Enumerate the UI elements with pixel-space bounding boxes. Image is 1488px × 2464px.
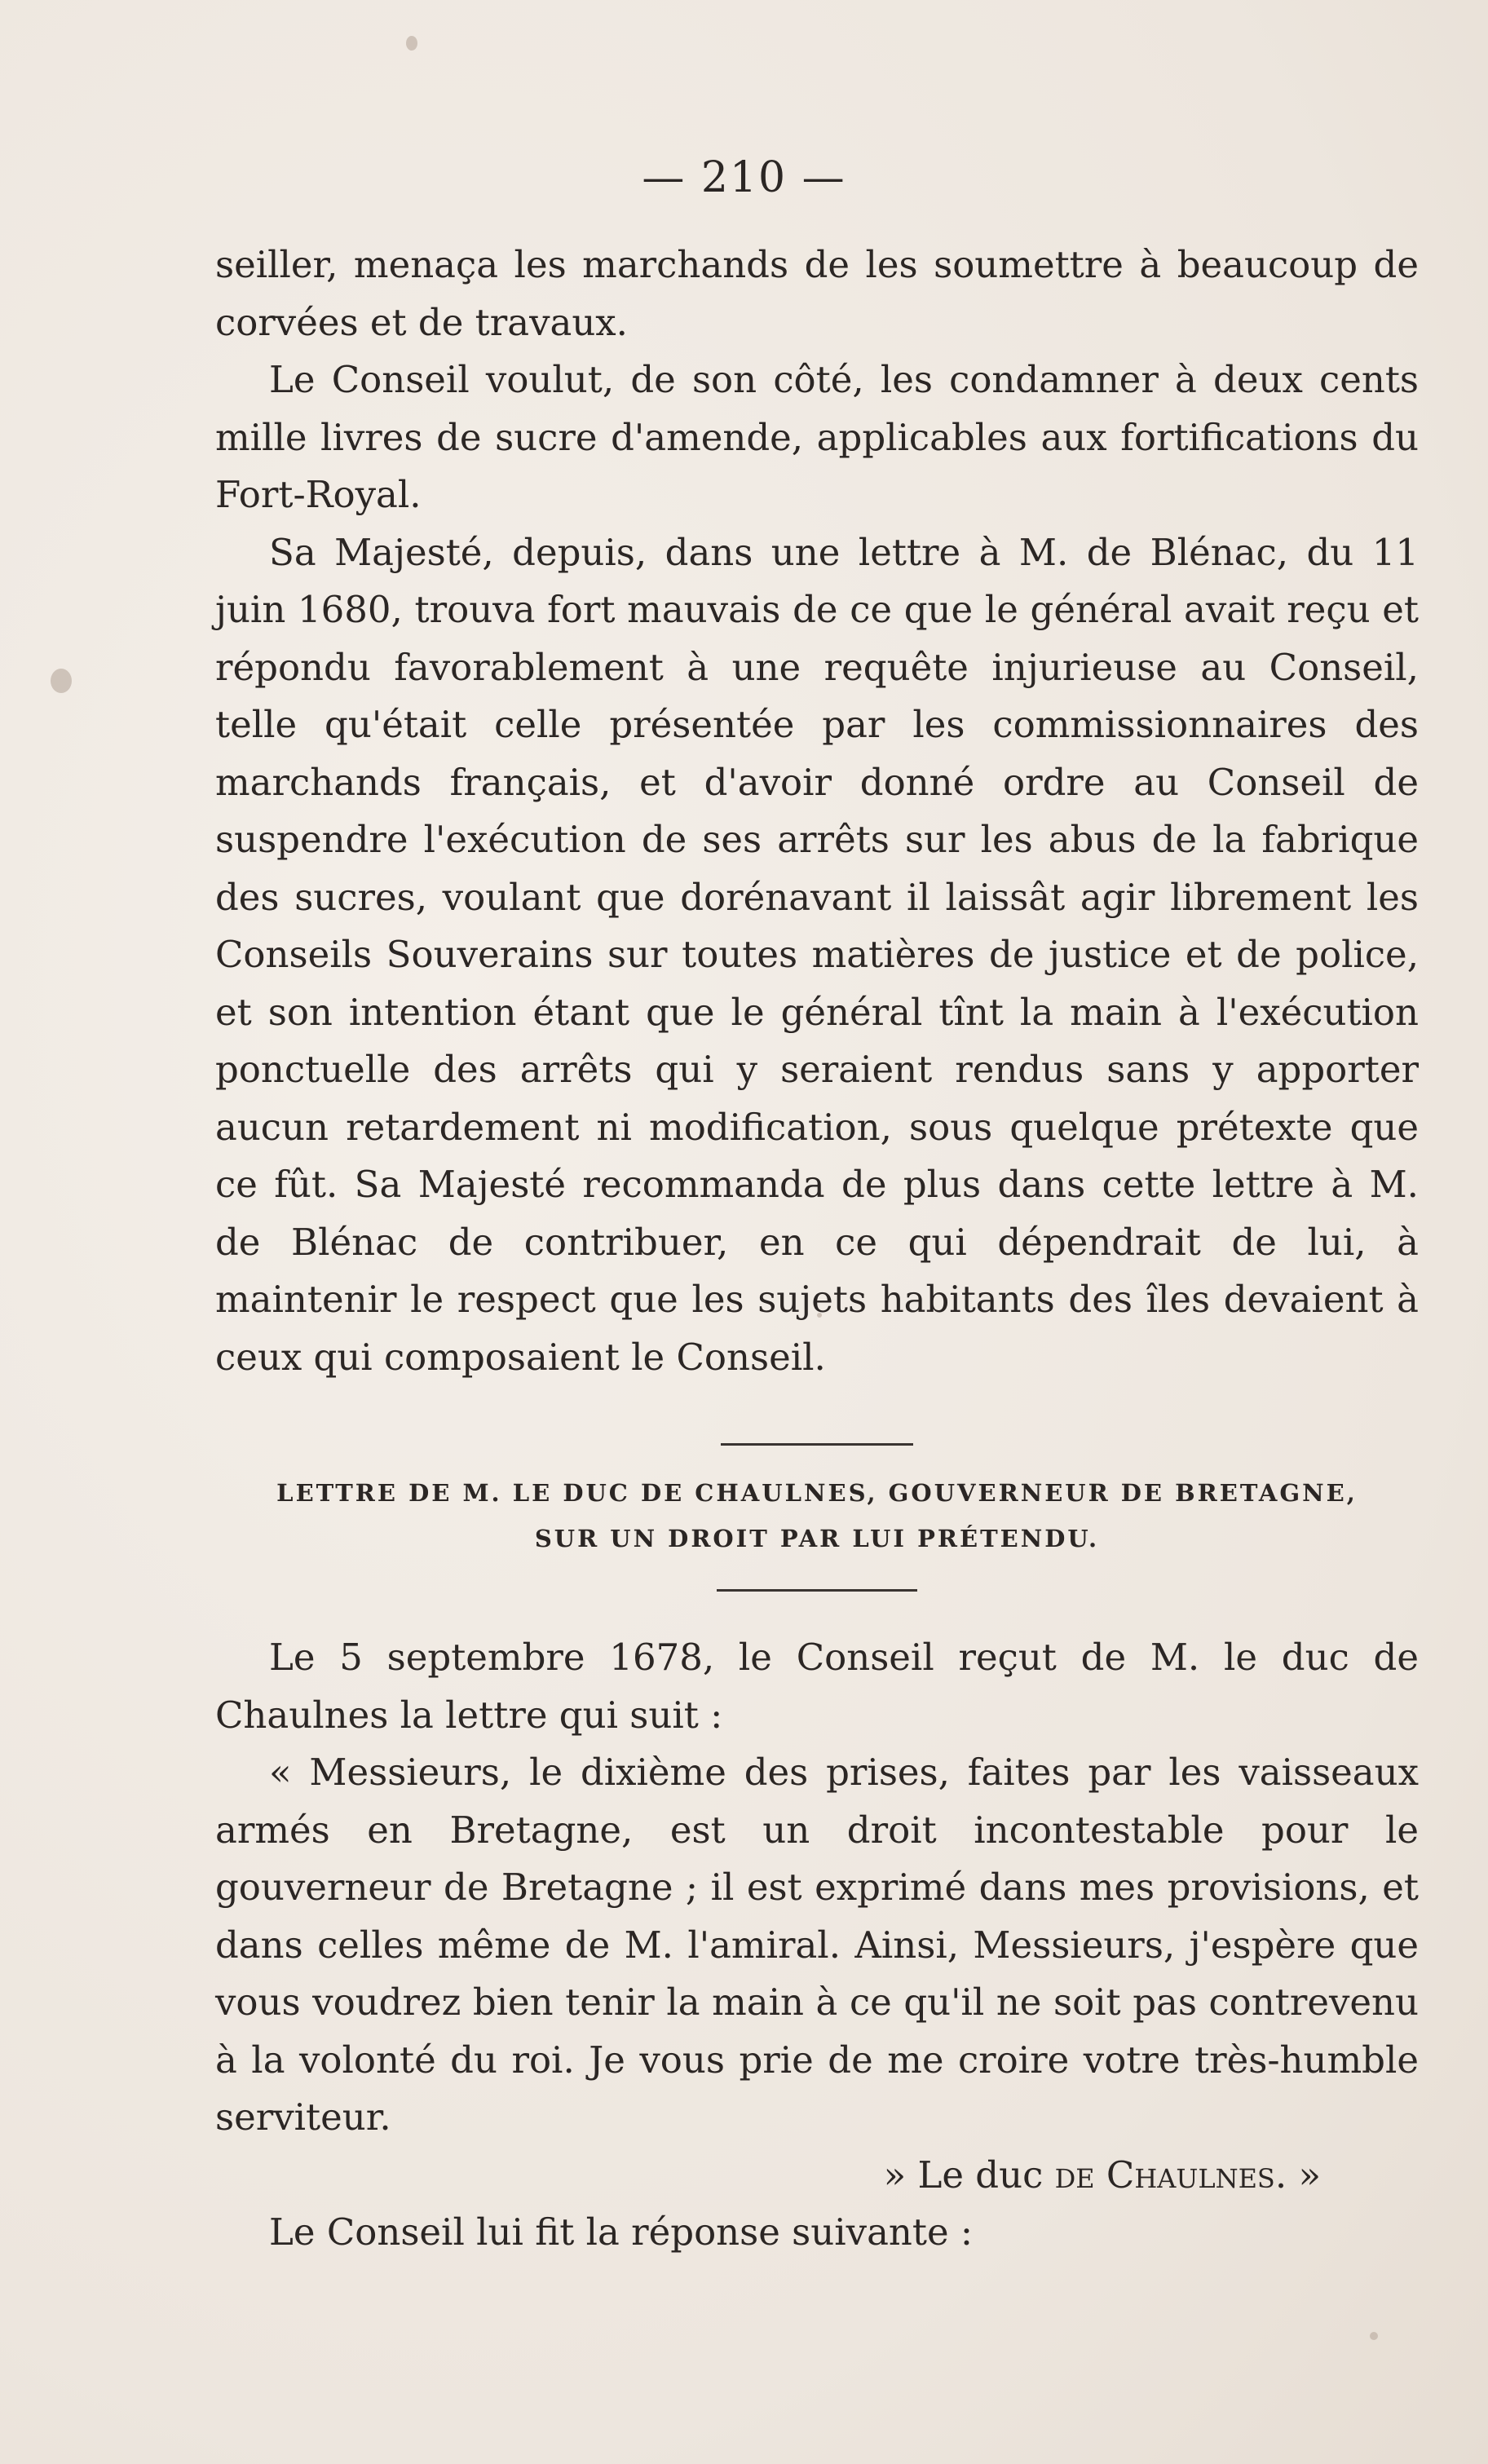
paragraph: seiller, menaça les marchands de les soumettre à beaucoup de corvées et de travaux. <box>215 243 1419 344</box>
letter-signature <box>215 2147 1419 2205</box>
paper-speck <box>1370 2332 1378 2340</box>
signature-suffix: » <box>1287 2153 1321 2197</box>
letter-body: « Messieurs, le dixième des prises, faites par les vaisseaux armés en Bretagne, est un droit incontestable pour le gouverneur de Bretagne ; il est exprimé dans mes provisions, et dans celles même de M. l'amiral. Ainsi, Messieurs, j'espère que vous voudrez bien tenir la main à ce qu'il ne soit pas contrevenu à la volonté du roi. Je vous prie de me croire votre très-humble serviteur. <box>215 1751 1419 2139</box>
section-heading-line1: LETTRE DE M. LE DUC DE CHAULNES, GOUVERNEUR DE BRETAGNE, <box>276 1479 1358 1507</box>
signature-prefix: » Le duc <box>883 2153 1055 2197</box>
section-rule-bottom <box>717 1589 917 1592</box>
section-rule-top <box>721 1443 913 1446</box>
paper-speck <box>51 669 72 693</box>
paragraph: Le 5 septembre 1678, le Conseil reçut de M. le duc de Chaulnes la lettre qui suit : <box>215 1636 1419 1737</box>
paragraph: Sa Majesté, depuis, dans une lettre à M. de Blénac, du 11 juin 1680, trouva fort mauvais de ce que le général avait reçu et répondu favorablement à une requête injurieuse au Conseil, telle qu'était celle présentée par les commissionnaires des marchands français, et d'avoir donné ordre au Conseil de suspendre l'exécution de ses arrêts sur les abus de la fabrique des sucres, voulant que dorénavant il laissât agir librement les Conseils Souverains sur toutes matières de justice et de police, et son intention étant que le général tînt la main à l'exécution ponctuelle des arrêts qui y seraient rendus sans y apporter aucun retardement ni modification, sous quelque prétexte que ce fût. Sa Majesté recommanda de plus dans cette lettre à M. de Blénac de contribuer, en ce qui dépendrait de lui, à maintenir le respect que les sujets habitants des îles devaient à ceux qui composaient le Conseil. <box>215 530 1419 1379</box>
closing-paragraph: Le Conseil lui fit la réponse suivante : <box>269 2210 974 2254</box>
section-heading-line2: SUR UN DROIT PAR LUI PRÉTENDU. <box>534 1525 1100 1552</box>
paragraph: Le Conseil voulut, de son côté, les condamner à deux cents mille livres de sucre d'amende, applicables aux fortifications du Fort-Royal. <box>215 358 1419 516</box>
page-body <box>215 236 1419 2262</box>
page-number: — 210 — <box>642 153 846 202</box>
signature-name: de Chaulnes. <box>1054 2153 1287 2197</box>
paper-speck <box>406 36 417 51</box>
